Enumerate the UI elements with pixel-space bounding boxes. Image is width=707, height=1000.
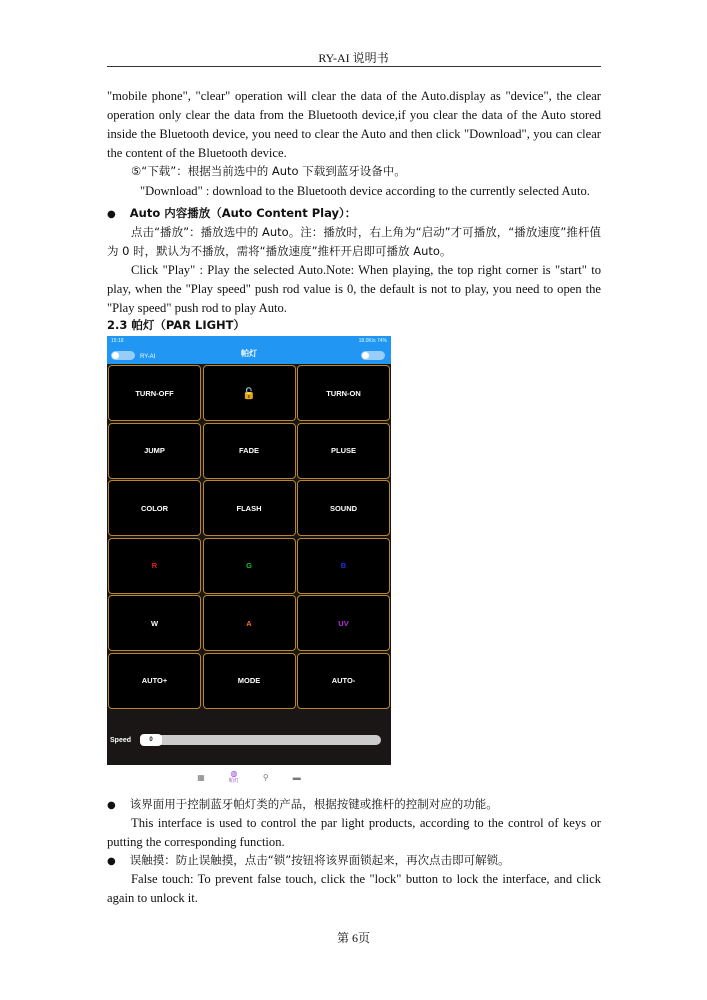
slider-thumb[interactable]: 0	[140, 734, 162, 746]
control-button[interactable]: UV	[297, 595, 390, 651]
control-button[interactable]: FADE	[203, 423, 296, 479]
brand-label: RY-AI	[140, 354, 156, 360]
nav-par-light[interactable]	[229, 771, 239, 784]
app-title: 帕灯	[241, 349, 257, 358]
control-button[interactable]: PLUSE	[297, 423, 390, 479]
bullet-heading: ● Auto 内容播放（Auto Content Play）：	[107, 206, 356, 220]
control-button[interactable]: AUTO+	[108, 653, 201, 709]
app-bar	[107, 345, 391, 364]
bottom-nav	[107, 765, 391, 790]
page-header: RY-AI 说明书	[318, 51, 389, 65]
app-screenshot	[107, 336, 391, 790]
control-button[interactable]: MODE	[203, 653, 296, 709]
search-icon[interactable]: ⚲	[262, 773, 269, 782]
paragraph: False touch: To prevent false touch, click the "lock" button to lock the interface, and click again to unlock it.	[107, 872, 601, 905]
folder-icon[interactable]: ▬	[292, 773, 301, 782]
status-time: 15:18	[111, 337, 124, 344]
grid-icon[interactable]: ▦	[197, 773, 205, 782]
right-toggle[interactable]	[361, 351, 385, 360]
status-info: 18.0K/s 74%	[358, 337, 387, 344]
control-button[interactable]: W	[108, 595, 201, 651]
bullet-text: ● 该界面用于控制蓝牙帕灯类的产品，根据按键或推杆的控制对应的功能。	[107, 797, 498, 811]
slider-track[interactable]	[140, 735, 381, 745]
speed-slider[interactable]	[110, 735, 381, 745]
control-button[interactable]: AUTO-	[297, 653, 390, 709]
control-button[interactable]: R	[108, 538, 201, 594]
paragraph: This interface is used to control the par light products, according to the control of keys or putting the corresponding function.	[107, 816, 601, 849]
control-button[interactable]: FLASH	[203, 480, 296, 536]
control-button[interactable]: JUMP	[108, 423, 201, 479]
paragraph: "Download" : download to the Bluetooth device according to the currently selected Auto.	[140, 184, 590, 198]
speed-label: Speed	[110, 736, 132, 744]
control-button[interactable]: G	[203, 538, 296, 594]
paragraph: ⑤“下载”：根据当前选中的 Auto 下载到蓝牙设备中。	[131, 164, 406, 178]
control-button[interactable]: COLOR	[108, 480, 201, 536]
paragraph: Click "Play" : Play the selected Auto.Note: When playing, the top right corner is "start" to play, when the "Play speed" push rod value is 0, the default is not to play, you need to open the "Play speed" push rod to play Auto.	[107, 263, 601, 315]
header-divider	[107, 66, 601, 67]
nav-label: 帕灯	[228, 778, 239, 784]
section-heading: 2.3 帕灯（PAR LIGHT）	[107, 318, 246, 332]
paragraph: "mobile phone", "clear" operation will clear the data of the Auto.display as "device", the clear operation only clear the data from the Bluetooth device,if you clear the data of the Auto stored inside the Bluetooth device, you need to clear the Auto and then click "Download", you can clear the content of the Bluetooth device.	[107, 89, 601, 160]
status-bar	[107, 336, 391, 345]
control-button[interactable]: TURN-OFF	[108, 365, 201, 421]
bulb-icon: ◍	[230, 769, 238, 778]
page-footer: 第 6页	[336, 931, 370, 945]
control-button[interactable]: SOUND	[297, 480, 390, 536]
paragraph: 点击“播放”：播放选中的 Auto。注：播放时，右上角为“启动”才可播放，“播放速度”推杆值为 0 时，默认为不播放，需将“播放速度”推杆开启即可播放 Auto。	[107, 225, 601, 258]
control-button[interactable]: TURN-ON	[297, 365, 390, 421]
control-button[interactable]: B	[297, 538, 390, 594]
control-grid	[108, 365, 390, 709]
control-button[interactable]: A	[203, 595, 296, 651]
bullet-text: ● 误触摸：防止误触摸，点击“锁”按钮将该界面锁起来，再次点击即可解锁。	[107, 853, 510, 867]
lock-button[interactable]: 🔓	[203, 365, 296, 421]
